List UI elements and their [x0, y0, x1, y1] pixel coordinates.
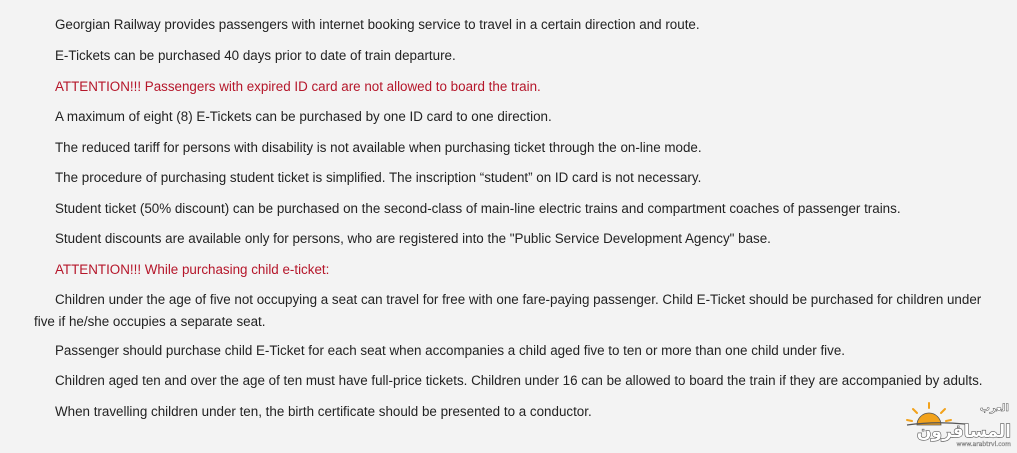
paragraph-booking-service: Georgian Railway provides passengers with internet booking service to travel in a certain direction and route. — [55, 17, 700, 32]
watermark-text-top: العرب — [979, 403, 1009, 414]
paragraph-children-under-five: Children under the age of five not occupying a seat can travel for free with one fare-paying passenger. Child E-Ticket should be purchased for children under five if he/she occupies a separate seat. — [34, 292, 982, 329]
watermark-logo — [905, 399, 1015, 449]
paragraph-purchase-window: E-Tickets can be purchased 40 days prior to date of train departure. — [55, 48, 456, 63]
paragraph-child-seat: Passenger should purchase child E-Ticket for each seat when accompanies a child aged five to ten or more than one child under five. — [55, 343, 846, 358]
paragraph-student-eligibility: Student discounts are available only for persons, who are registered into the "Public Service Development Agency" base. — [55, 231, 771, 246]
watermark-text-main: المسافرون — [916, 422, 1011, 442]
paragraph-disability-tariff: The reduced tariff for persons with disability is not available when purchasing ticket through the on-line mode. — [55, 140, 702, 155]
paragraph-attention-child: ATTENTION!!! While purchasing child e-ticket: — [55, 262, 330, 277]
paragraph-children-over-ten: Children aged ten and over the age of ten must have full-price tickets. Children under 16 can be allowed to board the train if they are accompanied by adults. — [55, 373, 983, 388]
paragraph-student-discount: Student ticket (50% discount) can be purchased on the second-class of main-line electric trains and compartment coaches of passenger trains. — [55, 201, 901, 216]
paragraph-max-tickets: A maximum of eight (8) E-Tickets can be purchased by one ID card to one direction. — [55, 109, 552, 124]
paragraph-birth-certificate: When travelling children under ten, the birth certificate should be presented to a conductor. — [55, 404, 592, 419]
paragraph-attention-expired-id: ATTENTION!!! Passengers with expired ID card are not allowed to board the train. — [55, 79, 541, 94]
paragraph-student-procedure: The procedure of purchasing student ticket is simplified. The inscription “student” on ID card is not necessary. — [55, 170, 702, 185]
watermark-url: www.arabtrvl.com — [956, 441, 1011, 448]
